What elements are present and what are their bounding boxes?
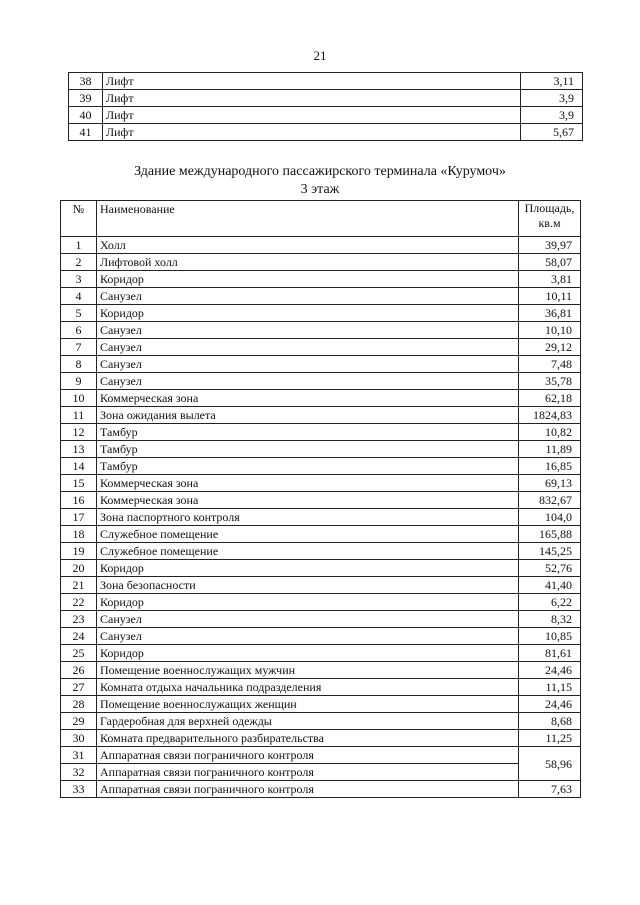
cell-num: 11 xyxy=(61,407,97,424)
cell-name: Холл xyxy=(97,237,519,254)
cell-area: 3,9 xyxy=(521,107,583,124)
cell-area: 5,67 xyxy=(521,124,583,141)
table-row xyxy=(69,107,583,124)
cell-num: 28 xyxy=(61,696,97,713)
cell-area: 7,63 xyxy=(519,781,581,798)
table-row xyxy=(61,492,581,509)
table-row xyxy=(61,628,581,645)
cell-area: 6,22 xyxy=(519,594,581,611)
cell-num: 27 xyxy=(61,679,97,696)
cell-num: 40 xyxy=(69,107,103,124)
table-row xyxy=(61,577,581,594)
table-row xyxy=(69,90,583,107)
continuation-table-body xyxy=(69,73,583,141)
cell-area: 11,89 xyxy=(519,441,581,458)
cell-name: Коммерческая зона xyxy=(97,390,519,407)
table-row xyxy=(61,543,581,560)
cell-area: 3,9 xyxy=(521,90,583,107)
cell-name: Лифт xyxy=(103,90,521,107)
cell-name: Комната предварительного разбирательства xyxy=(97,730,519,747)
table-row xyxy=(69,124,583,141)
cell-name: Коммерческая зона xyxy=(97,492,519,509)
cell-area: 24,46 xyxy=(519,662,581,679)
cell-num: 14 xyxy=(61,458,97,475)
table-row xyxy=(61,747,581,764)
cell-name: Санузел xyxy=(97,339,519,356)
cell-name: Гардеробная для верхней одежды xyxy=(97,713,519,730)
cell-area: 41,40 xyxy=(519,577,581,594)
cell-area: 165,88 xyxy=(519,526,581,543)
cell-name: Зона ожидания вылета xyxy=(97,407,519,424)
cell-num: 18 xyxy=(61,526,97,543)
cell-name: Зона паспортного контроля xyxy=(97,509,519,526)
cell-name: Зона безопасности xyxy=(97,577,519,594)
cell-area: 832,67 xyxy=(519,492,581,509)
cell-area: 8,32 xyxy=(519,611,581,628)
cell-area: 104,0 xyxy=(519,509,581,526)
cell-name: Аппаратная связи пограничного контроля xyxy=(97,747,519,764)
table-row xyxy=(61,441,581,458)
table-row xyxy=(61,254,581,271)
cell-area: 7,48 xyxy=(519,356,581,373)
cell-num: 3 xyxy=(61,271,97,288)
cell-num: 8 xyxy=(61,356,97,373)
cell-num: 9 xyxy=(61,373,97,390)
cell-num: 25 xyxy=(61,645,97,662)
cell-num: 23 xyxy=(61,611,97,628)
cell-num: 1 xyxy=(61,237,97,254)
table-row xyxy=(61,526,581,543)
cell-name: Коридор xyxy=(97,305,519,322)
table-row xyxy=(61,339,581,356)
cell-area: 58,07 xyxy=(519,254,581,271)
table-row xyxy=(61,356,581,373)
cell-name: Аппаратная связи пограничного контроля xyxy=(97,764,519,781)
table-row xyxy=(61,373,581,390)
table-row xyxy=(61,322,581,339)
cell-num: 21 xyxy=(61,577,97,594)
cell-num: 16 xyxy=(61,492,97,509)
cell-num: 20 xyxy=(61,560,97,577)
cell-area: 145,25 xyxy=(519,543,581,560)
cell-num: 33 xyxy=(61,781,97,798)
cell-name: Лифт xyxy=(103,107,521,124)
table-row xyxy=(61,662,581,679)
table-row xyxy=(61,730,581,747)
table-row xyxy=(61,390,581,407)
cell-area: 39,97 xyxy=(519,237,581,254)
cell-name: Коридор xyxy=(97,594,519,611)
table-row xyxy=(61,475,581,492)
cell-name: Лифт xyxy=(103,124,521,141)
cell-name: Помещение военнослужащих мужчин xyxy=(97,662,519,679)
cell-num: 17 xyxy=(61,509,97,526)
table-row xyxy=(61,560,581,577)
cell-area: 3,11 xyxy=(521,73,583,90)
cell-area: 3,81 xyxy=(519,271,581,288)
cell-num: 39 xyxy=(69,90,103,107)
cell-area: 8,68 xyxy=(519,713,581,730)
table-header-row xyxy=(61,201,581,237)
cell-area: 24,46 xyxy=(519,696,581,713)
cell-num: 30 xyxy=(61,730,97,747)
table-row xyxy=(61,594,581,611)
cell-num: 31 xyxy=(61,747,97,764)
cell-name: Служебное помещение xyxy=(97,543,519,560)
header-name: Наименование xyxy=(97,201,519,237)
header-area: Площадь, кв.м xyxy=(519,201,581,237)
cell-num: 4 xyxy=(61,288,97,305)
table-row xyxy=(61,509,581,526)
cell-area: 10,10 xyxy=(519,322,581,339)
cell-area: 81,61 xyxy=(519,645,581,662)
cell-name: Комната отдыха начальника подразделения xyxy=(97,679,519,696)
table-row xyxy=(61,424,581,441)
cell-area: 10,82 xyxy=(519,424,581,441)
cell-name: Коридор xyxy=(97,645,519,662)
cell-name: Санузел xyxy=(97,611,519,628)
cell-num: 12 xyxy=(61,424,97,441)
cell-area: 36,81 xyxy=(519,305,581,322)
cell-name: Тамбур xyxy=(97,458,519,475)
table-row xyxy=(61,781,581,798)
cell-name: Коммерческая зона xyxy=(97,475,519,492)
cell-name: Тамбур xyxy=(97,424,519,441)
table-row xyxy=(61,407,581,424)
rooms-table xyxy=(60,200,581,798)
table-row xyxy=(61,645,581,662)
table-row xyxy=(61,305,581,322)
cell-num: 38 xyxy=(69,73,103,90)
cell-name: Санузел xyxy=(97,288,519,305)
cell-name: Коридор xyxy=(97,271,519,288)
table-row xyxy=(61,237,581,254)
cell-num: 15 xyxy=(61,475,97,492)
cell-num: 29 xyxy=(61,713,97,730)
cell-name: Помещение военнослужащих женщин xyxy=(97,696,519,713)
table-row xyxy=(61,696,581,713)
cell-name: Аппаратная связи пограничного контроля xyxy=(97,781,519,798)
cell-num: 7 xyxy=(61,339,97,356)
table-row xyxy=(61,764,581,781)
cell-area: 35,78 xyxy=(519,373,581,390)
cell-name: Тамбур xyxy=(97,441,519,458)
cell-num: 41 xyxy=(69,124,103,141)
cell-num: 32 xyxy=(61,764,97,781)
floor-title: 3 этаж xyxy=(300,182,340,197)
cell-name: Лифтовой холл xyxy=(97,254,519,271)
cell-num: 26 xyxy=(61,662,97,679)
rooms-table-body xyxy=(61,201,581,798)
cell-area: 29,12 xyxy=(519,339,581,356)
cell-area: 16,85 xyxy=(519,458,581,475)
cell-area: 1824,83 xyxy=(519,407,581,424)
cell-name: Санузел xyxy=(97,322,519,339)
cell-num: 24 xyxy=(61,628,97,645)
table-row xyxy=(61,271,581,288)
cell-area: 11,25 xyxy=(519,730,581,747)
cell-num: 5 xyxy=(61,305,97,322)
cell-num: 13 xyxy=(61,441,97,458)
cell-name: Санузел xyxy=(97,373,519,390)
table-row xyxy=(61,458,581,475)
page-number: 21 xyxy=(313,48,327,63)
table-row xyxy=(61,288,581,305)
cell-area: 69,13 xyxy=(519,475,581,492)
cell-num: 19 xyxy=(61,543,97,560)
cell-name: Служебное помещение xyxy=(97,526,519,543)
table-row xyxy=(61,611,581,628)
cell-name: Лифт xyxy=(103,73,521,90)
cell-area: 62,18 xyxy=(519,390,581,407)
cell-name: Санузел xyxy=(97,628,519,645)
cell-area: 52,76 xyxy=(519,560,581,577)
table-row xyxy=(61,713,581,730)
cell-area: 58,96 xyxy=(519,747,581,781)
cell-num: 6 xyxy=(61,322,97,339)
cell-area: 11,15 xyxy=(519,679,581,696)
cell-num: 22 xyxy=(61,594,97,611)
cell-area: 10,11 xyxy=(519,288,581,305)
cell-name: Коридор xyxy=(97,560,519,577)
table-row xyxy=(69,73,583,90)
cell-num: 2 xyxy=(61,254,97,271)
continuation-table xyxy=(68,72,583,141)
cell-num: 10 xyxy=(61,390,97,407)
building-title: Здание международного пассажирского терминала «Курумоч» xyxy=(134,164,506,179)
header-number: № xyxy=(61,201,97,237)
cell-name: Санузел xyxy=(97,356,519,373)
table-row xyxy=(61,679,581,696)
cell-area: 10,85 xyxy=(519,628,581,645)
